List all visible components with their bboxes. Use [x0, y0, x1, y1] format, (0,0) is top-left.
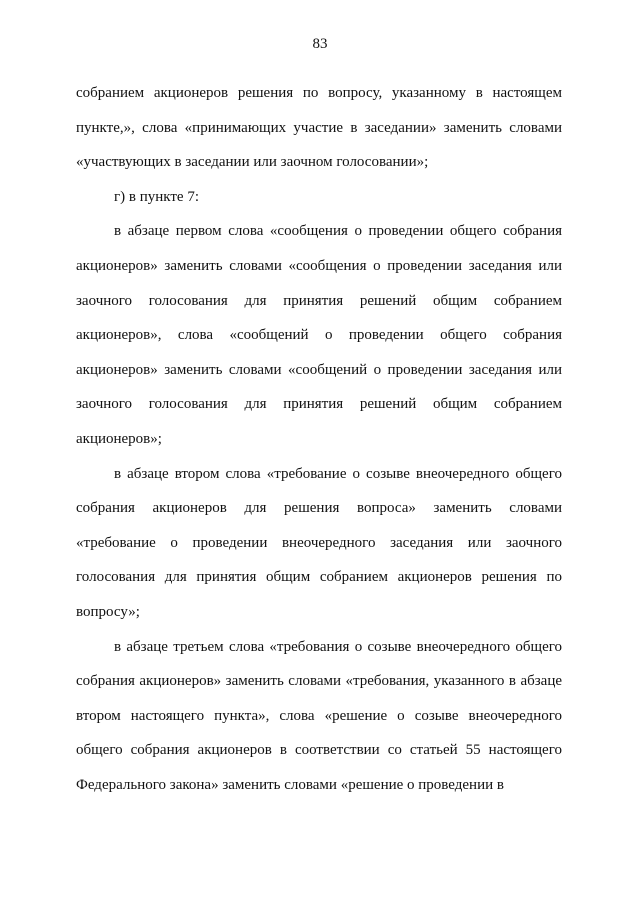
page-number: 83 [312, 36, 328, 52]
paragraph-second-abzats: в абзаце втором слова «требование о созыве внеочередного общего собрания акционеров для решения вопроса» заменить словами «требование о проведении внеочередного заседания или заочного голосования для принятия общим собранием акционеров решения по вопросу»; [76, 465, 562, 620]
paragraph-third-abzats: в абзаце третьем слова «требования о созыве внеочередного общего собрания акционеров» заменить словами «требования, указанного в абзаце втором настоящего пункта», слова «решение о созыве внеочередного общего собрания акционеров в соответствии со статьей 55 настоящего Федерального закона» заменить словами «решение о проведении в [76, 638, 562, 793]
document-body [76, 76, 562, 802]
paragraph-item-g: г) в пункте 7: [114, 188, 200, 205]
paragraph-first-abzats: в абзаце первом слова «сообщения о проведении общего собрания акционеров» заменить словами «сообщения о проведении заседания или заочного голосования для принятия решений общим собранием акционеров», слова «сообщений о проведении общего собрания акционеров» заменить словами «сообщений о проведении заседания или заочного голосования для принятия решений общим собранием акционеров»; [76, 223, 562, 447]
paragraph-continuation: собранием акционеров решения по вопросу, указанному в настоящем пункте,», слова «принимающих участие в заседании» заменить словами «участвующих в заседании или заочном голосовании»; [76, 85, 562, 171]
